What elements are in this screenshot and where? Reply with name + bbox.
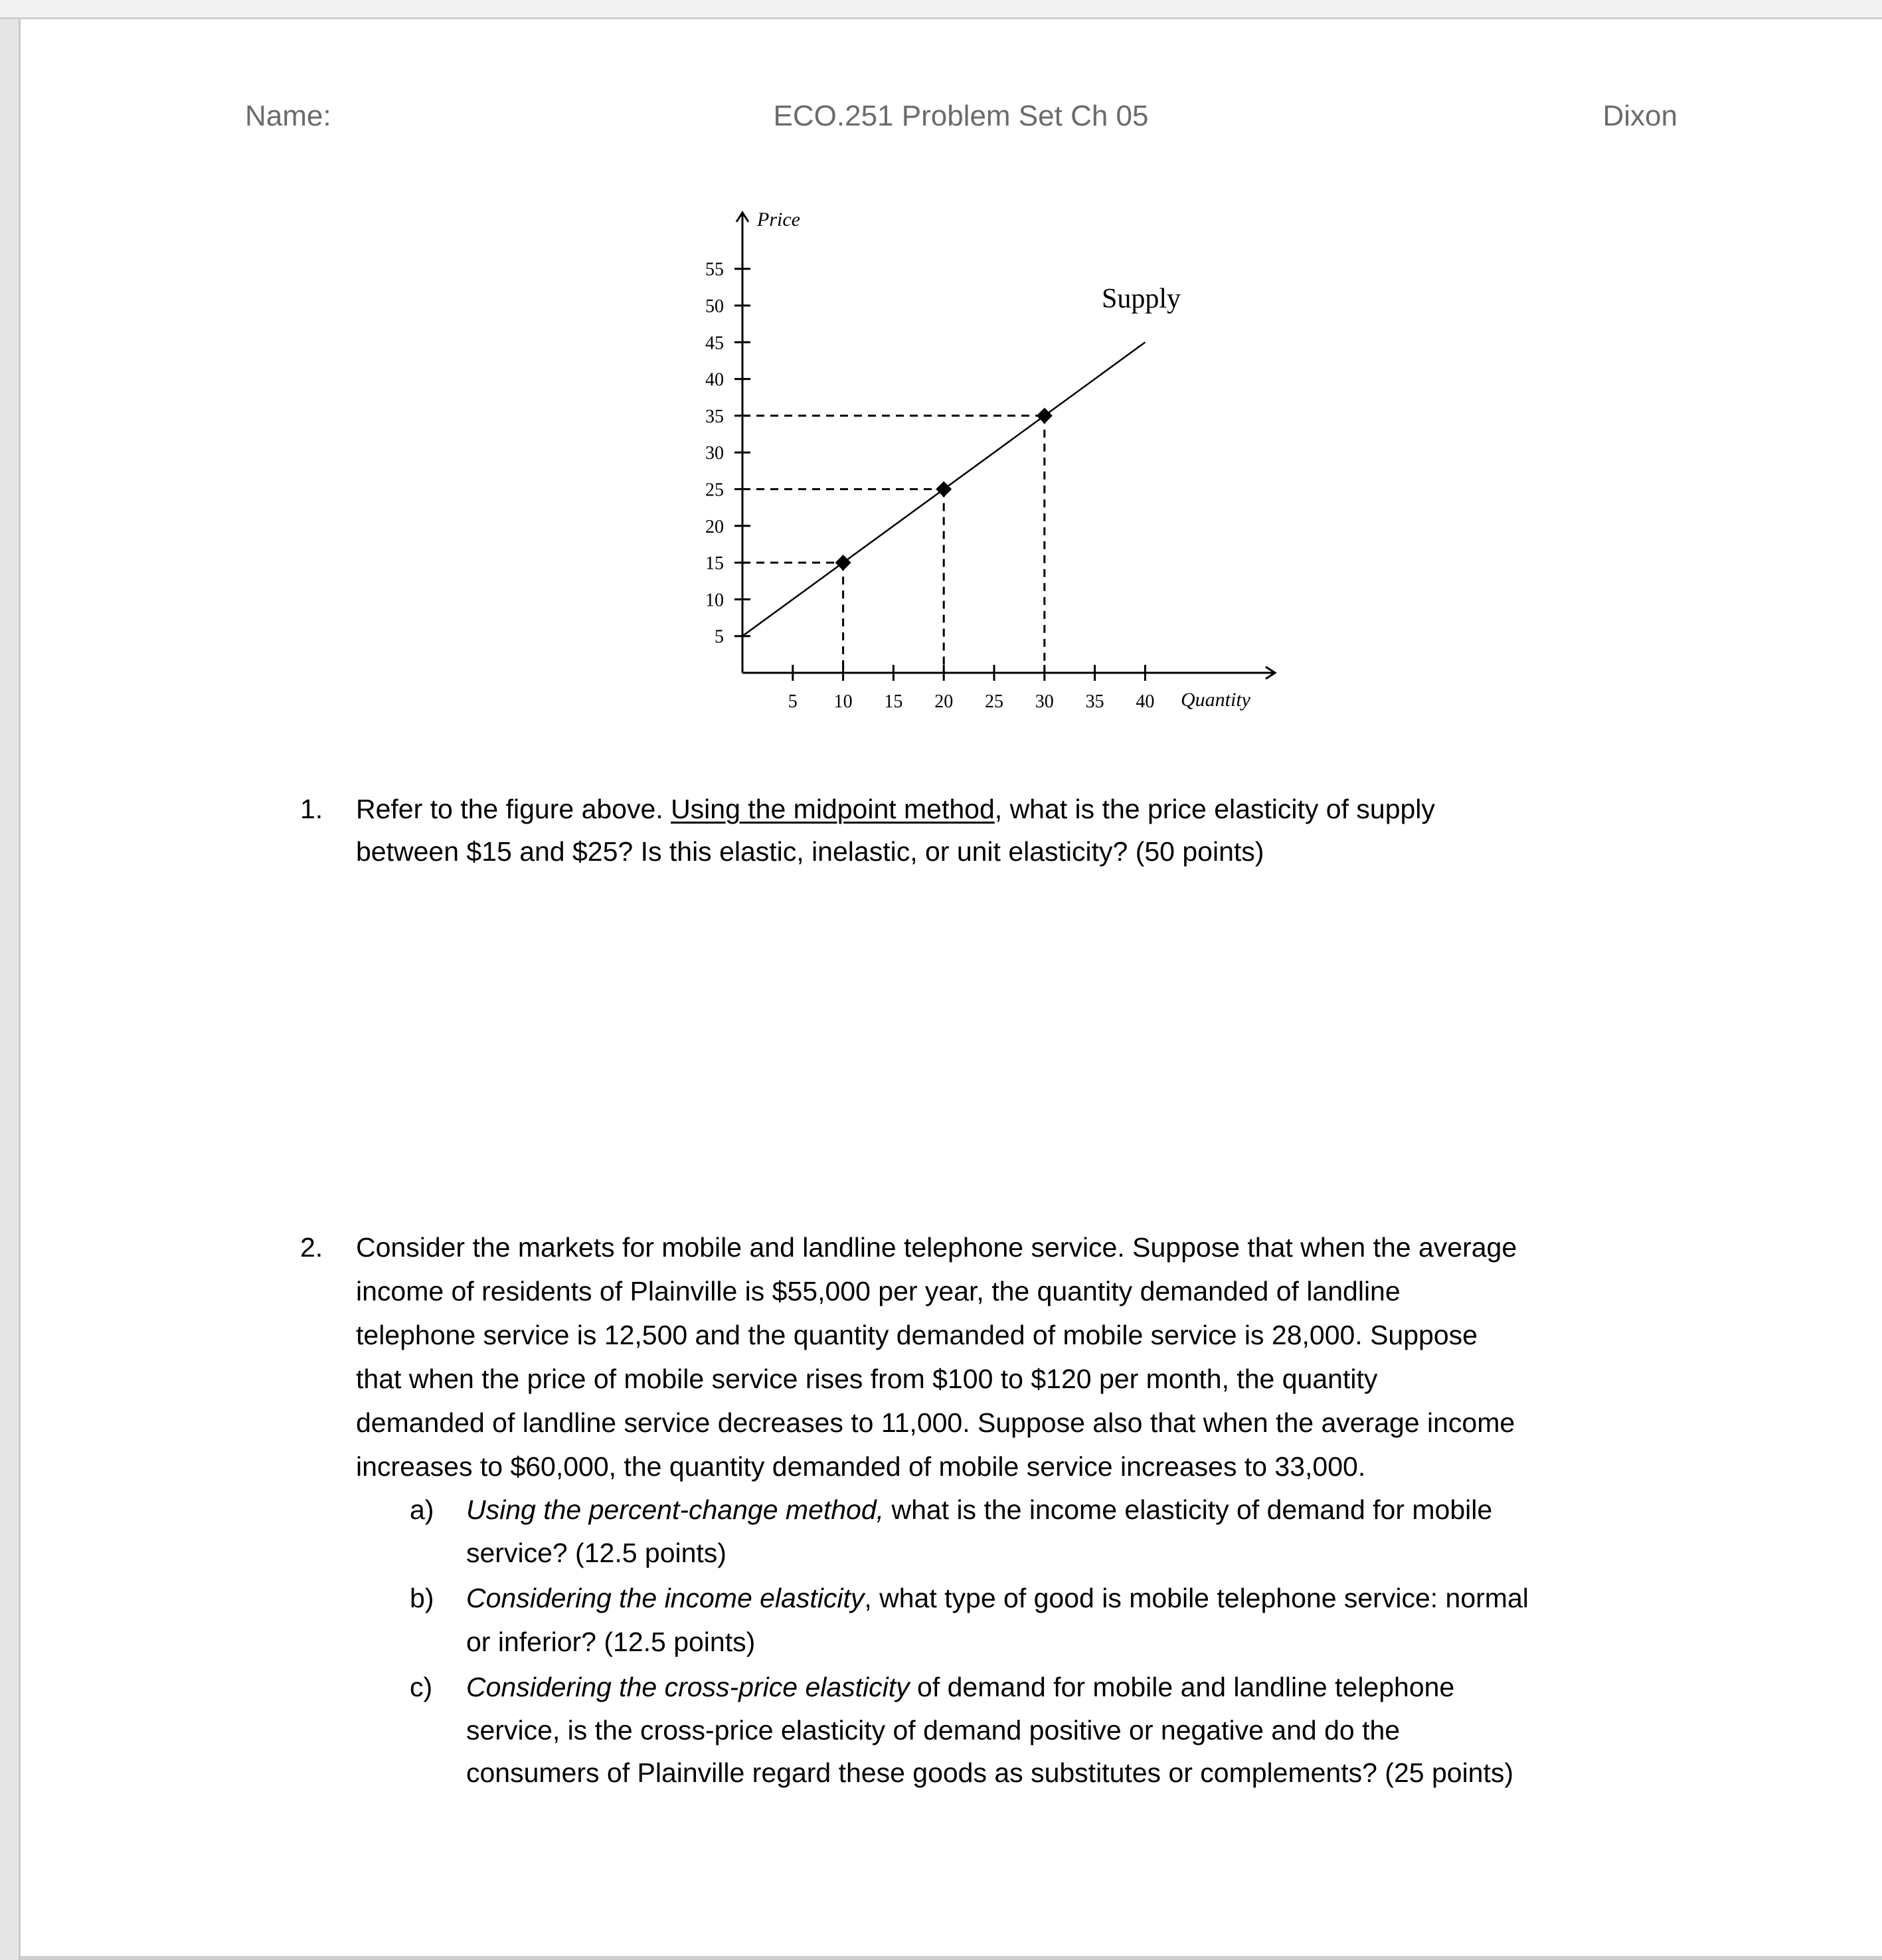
q1-underlined-text: Using the midpoint method: [671, 794, 995, 824]
y-tick-label: 20: [705, 516, 724, 537]
page-bottom-edge: [21, 1956, 1882, 1960]
y-tick-label: 45: [705, 333, 724, 354]
supply-curve-label: Supply: [1101, 284, 1181, 314]
part-b-italic: Considering the income elasticity: [466, 1583, 865, 1613]
question-2-line: demanded of landline service decreases to 11,000. Suppose also that when the average income: [356, 1407, 1515, 1438]
name-label: Name:: [245, 100, 331, 132]
question-2-line: Consider the markets for mobile and landline telephone service. Suppose that when the average: [356, 1232, 1517, 1263]
question-2-line: increases to $60,000, the quantity demanded of mobile service increases to 33,000.: [356, 1451, 1366, 1482]
y-tick-label: 35: [705, 406, 724, 427]
part-c-label: c): [410, 1672, 433, 1702]
y-tick-label: 25: [705, 480, 724, 501]
y-axis-label: Price: [757, 209, 800, 230]
part-b-line-2: or inferior? (12.5 points): [466, 1627, 756, 1657]
data-point: [835, 555, 851, 571]
part-b-line-1: [466, 1585, 1529, 1612]
x-tick-label: 30: [1035, 691, 1054, 712]
part-c-line-3: consumers of Plainville regard these goods as substitutes or complements? (25 points): [466, 1757, 1514, 1788]
data-point: [1037, 408, 1053, 424]
x-tick-label: 35: [1085, 691, 1104, 712]
part-a-line-1: [466, 1496, 1492, 1524]
document-title: ECO.251 Problem Set Ch 05: [773, 100, 1149, 132]
question-2-line: telephone service is 12,500 and the quantity demanded of mobile service is 28,000. Suppose: [356, 1320, 1478, 1350]
x-tick-label: 5: [788, 691, 798, 712]
x-axis-label: Quantity: [1181, 689, 1250, 711]
y-tick-label: 5: [715, 626, 724, 648]
part-a-text: what is the income elasticity of demand for mobile: [884, 1494, 1493, 1525]
part-b-text: , what type of good is mobile telephone service: normal: [864, 1583, 1529, 1613]
x-tick-label: 10: [833, 691, 853, 712]
q1-text: , what is the price elasticity of supply: [994, 794, 1435, 824]
question-1-line-1: [356, 796, 1435, 823]
part-a-line-2: service? (12.5 points): [466, 1538, 727, 1568]
y-tick-label: 10: [705, 590, 724, 611]
question-2-line: that when the price of mobile service rises from $100 to $120 per month, the quantity: [356, 1364, 1378, 1394]
part-b-label: b): [410, 1583, 434, 1613]
part-a-italic: Using the percent-change method,: [466, 1494, 885, 1525]
q1-text: Refer to the figure above.: [356, 794, 671, 824]
x-tick-label: 15: [884, 691, 903, 712]
question-1-number: 1.: [300, 794, 323, 824]
part-c-text: of demand for mobile and landline telephone: [909, 1672, 1455, 1702]
part-a-label: a): [410, 1494, 434, 1525]
x-tick-label: 20: [934, 691, 954, 712]
author-name: Dixon: [1602, 100, 1677, 132]
question-1-line-2: between $15 and $25? Is this elastic, inelastic, or unit elasticity? (50 points): [356, 836, 1264, 867]
data-point: [936, 482, 952, 497]
x-tick-label: 25: [985, 691, 1003, 712]
part-c-line-1: [466, 1674, 1454, 1701]
y-tick-label: 40: [705, 369, 724, 391]
y-tick-label: 15: [705, 553, 724, 575]
y-tick-label: 30: [705, 443, 724, 464]
part-c-italic: Considering the cross-price elasticity: [466, 1672, 910, 1702]
y-tick-label: 50: [705, 296, 724, 317]
supply-chart: [0, 0, 1882, 744]
y-tick-label: 55: [705, 259, 724, 280]
x-tick-label: 40: [1136, 691, 1155, 712]
part-c-line-2: service, is the cross-price elasticity of demand positive or negative and do the: [466, 1715, 1401, 1745]
question-2-line: income of residents of Plainville is $55,000 per year, the quantity demanded of landline: [356, 1276, 1401, 1306]
question-2-number: 2.: [300, 1232, 323, 1263]
